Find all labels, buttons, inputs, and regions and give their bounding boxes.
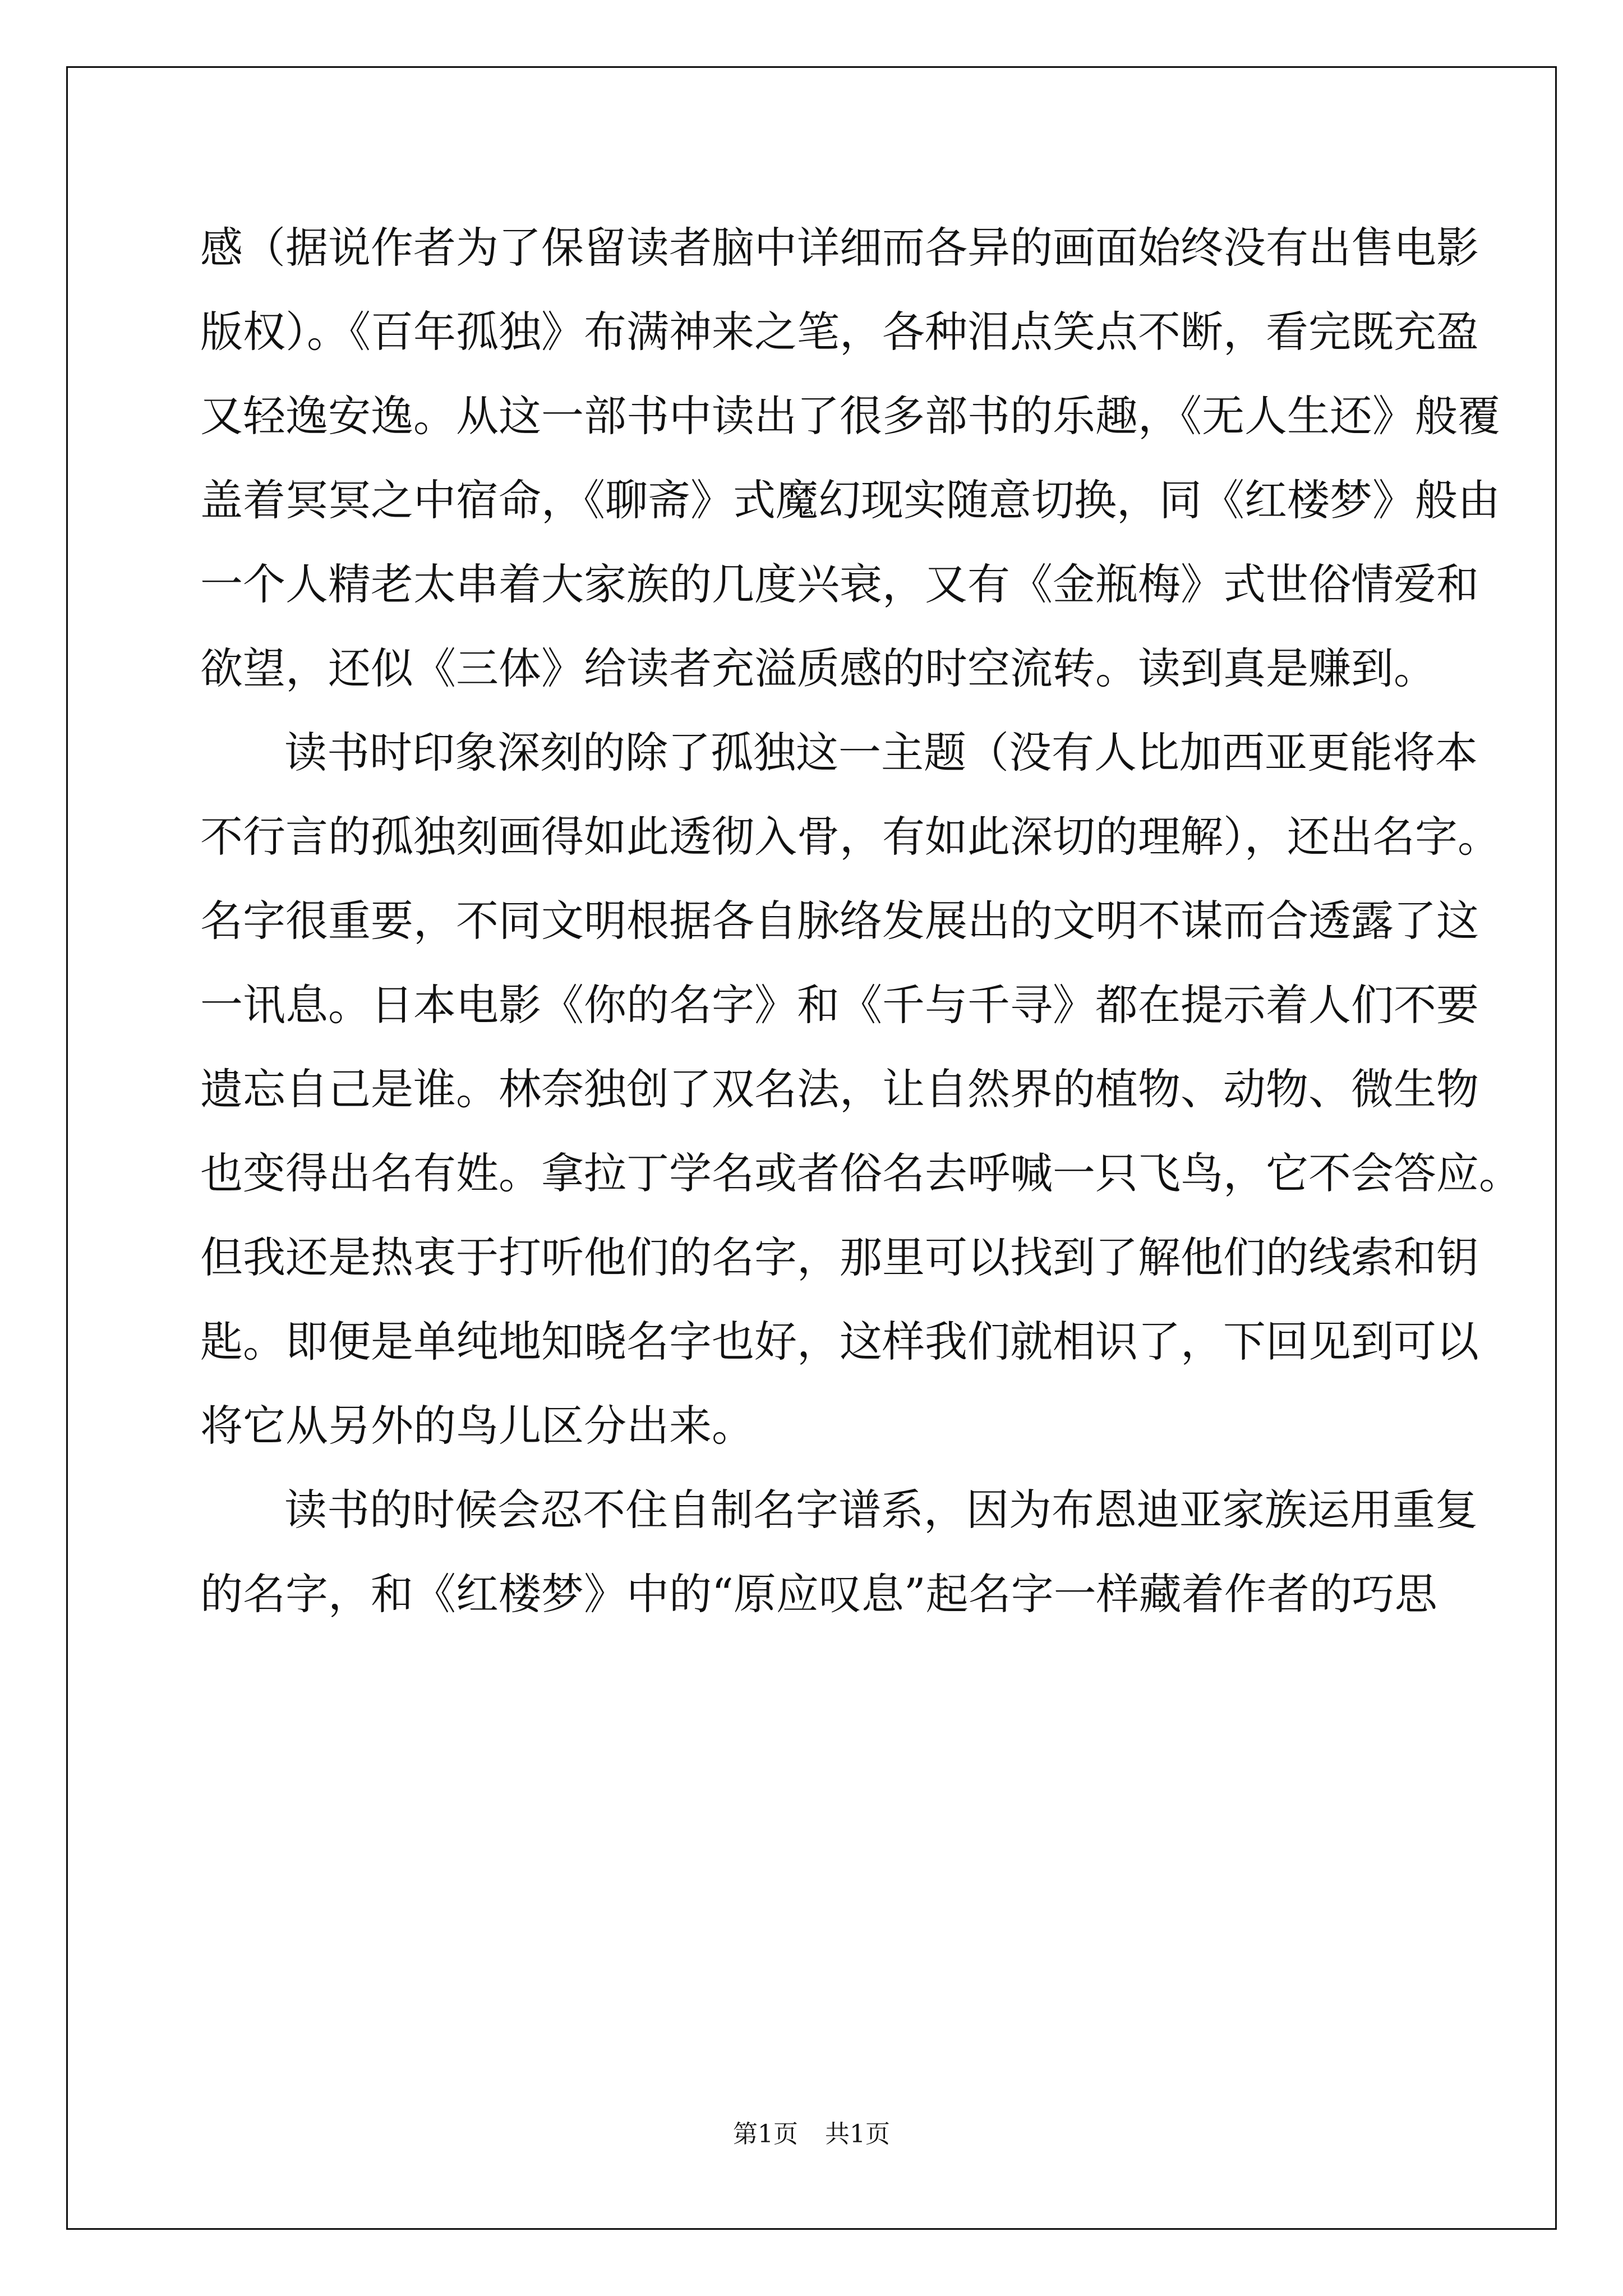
paragraph-first-line: 读书的时候会忍不住自制名字谱系，因为布恩迪亚家族运用重复 <box>284 1485 1478 1535</box>
text-line: 匙。即便是单纯地知晓名字也好，这样我们就相识了，下回见到可以 <box>200 1317 1479 1366</box>
page-number: 第1页 <box>733 2120 798 2148</box>
text-line: 名字很重要，不同文明根据各自脉络发展出的文明不谋而合透露了这 <box>200 896 1479 946</box>
text-line: 将它从另外的鸟儿区分出来。 <box>200 1401 754 1451</box>
text-line: 又轻逸安逸。从这一部书中读出了很多部书的乐趣，《无人生还》般覆 <box>200 391 1500 441</box>
text-line: 也变得出名有姓。拿拉丁学名或者俗名去呼喊一只飞鸟，它不会答应。 <box>200 1148 1521 1198</box>
text-line: 版权）。《百年孤独》布满神来之笔，各种泪点笑点不断，看完既充盈 <box>200 307 1479 357</box>
paragraph-first-line: 读书时印象深刻的除了孤独这一主题（没有人比加西亚更能将本 <box>284 728 1478 777</box>
text-line: 的名字，和《红楼梦》中的“原应叹息”起名字一样藏着作者的巧思 <box>200 1569 1437 1619</box>
text-line: 但我还是热衷于打听他们的名字，那里可以找到了解他们的线索和钥 <box>200 1232 1479 1282</box>
text-line: 感（据说作者为了保留读者脑中详细而各异的画面始终没有出售电影 <box>200 223 1479 273</box>
page-total: 共1页 <box>825 2120 890 2148</box>
page-footer <box>0 2118 1623 2151</box>
text-line: 盖着冥冥之中宿命，《聊斋》式魔幻现实随意切换，同《红楼梦》般由 <box>200 475 1500 525</box>
text-line: 一个人精老太串着大家族的几度兴衰，又有《金瓶梅》式世俗情爱和 <box>200 559 1479 609</box>
text-line: 欲望，还似《三体》给读者充溢质感的时空流转。读到真是赚到。 <box>200 643 1436 693</box>
text-line: 遗忘自己是谁。林奈独创了双名法，让自然界的植物、动物、微生物 <box>200 1064 1479 1114</box>
text-line: 不行言的孤独刻画得如此透彻入骨，有如此深切的理解），还出名字。 <box>200 812 1500 862</box>
text-line: 一讯息。日本电影《你的名字》和《千与千寻》都在提示着人们不要 <box>200 980 1479 1030</box>
